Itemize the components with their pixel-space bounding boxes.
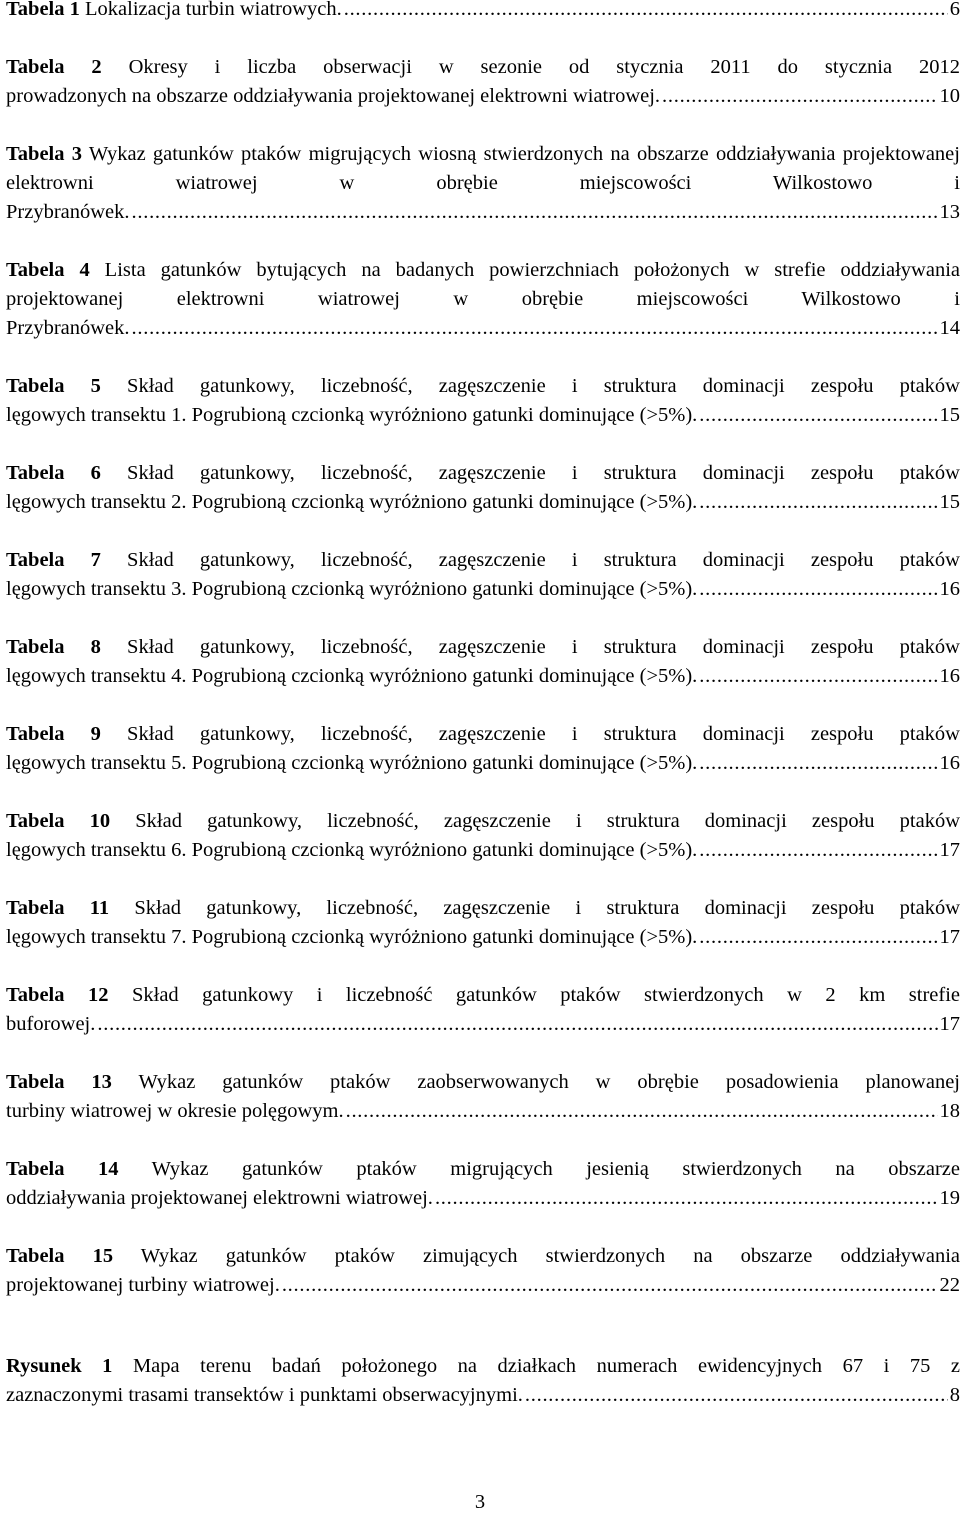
dotted-leader xyxy=(344,0,948,24)
entry-text-line: Wykaz gatunków ptaków migrujących jesienią stwierdzonych na obszarze xyxy=(151,1158,960,1180)
table-entry[interactable] xyxy=(6,140,960,227)
table-entry[interactable] xyxy=(6,633,960,691)
entry-text-line: oddziaływania projektowanej elektrowni wiatrowej w obrębie miejscowości Wilkostowo i xyxy=(6,259,960,310)
table-entry[interactable] xyxy=(6,807,960,865)
dotted-leader xyxy=(346,1097,938,1126)
entry-text-last-line: buforowej. xyxy=(6,1013,96,1035)
entry-text-line: Okresy i liczba obserwacji w sezonie od stycznia 2011 do stycznia 2012 xyxy=(128,56,960,78)
dotted-leader xyxy=(699,488,937,517)
table-entry[interactable] xyxy=(6,459,960,517)
entry-page-number: 10 xyxy=(939,85,960,107)
entry-text-last-line: oddziaływania projektowanej elektrowni wiatrowej. xyxy=(6,1187,433,1209)
entry-text-line: Skład gatunkowy, liczebność, zagęszczenie i struktura dominacji zespołu ptaków xyxy=(127,462,960,484)
entry-page-number: 19 xyxy=(939,1187,960,1209)
entry-label: Tabela 9 xyxy=(6,723,101,745)
entry-page-number: 17 xyxy=(939,839,960,861)
list-of-tables xyxy=(6,0,960,1439)
entry-page-number: 17 xyxy=(939,1013,960,1035)
entry-label: Tabela 1 xyxy=(6,0,80,20)
entry-page-number: 22 xyxy=(939,1274,960,1296)
entry-text-line: Wykaz gatunków ptaków zimujących stwierdzonych na obszarze oddziaływania xyxy=(140,1245,960,1267)
entry-page-number: 15 xyxy=(939,491,960,513)
entry-page-number: 6 xyxy=(949,0,960,20)
dotted-leader xyxy=(525,1381,948,1410)
entry-text-last-line: Przybranówek. xyxy=(6,317,130,339)
dotted-leader xyxy=(662,82,937,111)
entry-label: Rysunek 1 xyxy=(6,1355,113,1377)
table-entry[interactable] xyxy=(6,720,960,778)
entry-text-line: Skład gatunkowy, liczebność, zagęszczenie i struktura dominacji zespołu ptaków xyxy=(135,810,960,832)
entry-page-number: 18 xyxy=(939,1100,960,1122)
entry-label: Tabela 3 xyxy=(6,143,82,165)
dotted-leader xyxy=(699,749,937,778)
entry-text-line: Skład gatunkowy, liczebność, zagęszczenie i struktura dominacji zespołu ptaków xyxy=(127,636,960,658)
table-entry[interactable] xyxy=(6,546,960,604)
entry-label: Tabela 5 xyxy=(6,375,101,397)
entry-page-number: 8 xyxy=(949,1384,960,1406)
entry-text-last-line: Przybranówek. xyxy=(6,201,130,223)
entry-page-number: 14 xyxy=(939,317,960,339)
entry-label: Tabela 6 xyxy=(6,462,101,484)
entry-label: Tabela 7 xyxy=(6,549,101,571)
entry-text-last-line: Lokalizacja turbin wiatrowych. xyxy=(85,0,342,20)
entry-text-last-line: zaznaczonymi trasami transektów i punktami obserwacyjnymi. xyxy=(6,1384,523,1406)
table-entry[interactable] xyxy=(6,1155,960,1213)
entry-text-last-line: prowadzonych na obszarze oddziaływania projektowanej elektrowni wiatrowej. xyxy=(6,85,661,107)
entry-text-last-line: lęgowych transektu 3. Pogrubioną czcionką wyróżniono gatunki dominujące (>5%). xyxy=(6,578,698,600)
entry-text-line: Skład gatunkowy, liczebność, zagęszczenie i struktura dominacji zespołu ptaków xyxy=(127,375,960,397)
entry-text-last-line: turbiny wiatrowej w okresie polęgowym. xyxy=(6,1100,344,1122)
dotted-leader xyxy=(699,575,937,604)
dotted-leader xyxy=(699,923,937,952)
entry-text-line: Skład gatunkowy i liczebność gatunków ptaków stwierdzonych w 2 km strefie xyxy=(131,984,960,1006)
dotted-leader xyxy=(97,1010,937,1039)
entry-label: Tabela 13 xyxy=(6,1071,112,1093)
entry-page-number: 15 xyxy=(939,404,960,426)
entry-text-line: Mapa terenu badań położonego na działkach numerach ewidencyjnych 67 i 75 z xyxy=(132,1355,960,1377)
entry-text-last-line: lęgowych transektu 7. Pogrubioną czcionką wyróżniono gatunki dominujące (>5%). xyxy=(6,926,698,948)
entry-text-line: Skład gatunkowy, liczebność, zagęszczenie i struktura dominacji zespołu ptaków xyxy=(127,549,960,571)
entry-text-line: Lista gatunków bytujących na badanych powierzchniach położonych w strefie xyxy=(104,259,826,281)
entry-text-line: Skład gatunkowy, liczebność, zagęszczenie i struktura dominacji zespołu ptaków xyxy=(127,723,960,745)
entry-page-number: 16 xyxy=(939,665,960,687)
dotted-leader xyxy=(699,401,937,430)
dotted-leader xyxy=(699,662,937,691)
entry-label: Tabela 15 xyxy=(6,1245,114,1267)
entry-text-line: Wykaz gatunków ptaków zaobserwowanych w obrębie posadowienia planowanej xyxy=(138,1071,960,1093)
entry-text-last-line: lęgowych transektu 5. Pogrubioną czcionką wyróżniono gatunki dominujące (>5%). xyxy=(6,752,698,774)
entry-label: Tabela 14 xyxy=(6,1158,119,1180)
entry-text-line: Skład gatunkowy, liczebność, zagęszczenie i struktura dominacji zespołu ptaków xyxy=(134,897,960,919)
dotted-leader xyxy=(132,314,938,343)
table-entry[interactable] xyxy=(6,0,960,24)
entry-text-last-line: lęgowych transektu 6. Pogrubioną czcionką wyróżniono gatunki dominujące (>5%). xyxy=(6,839,698,861)
entry-label: Tabela 11 xyxy=(6,897,110,919)
table-entry[interactable] xyxy=(6,256,960,343)
entry-text-last-line: projektowanej turbiny wiatrowej. xyxy=(6,1274,280,1296)
entry-text-line: Wykaz gatunków ptaków migrujących wiosną stwierdzonych na obszarze xyxy=(88,143,709,165)
entry-label: Tabela 4 xyxy=(6,259,90,281)
table-entry[interactable] xyxy=(6,372,960,430)
entry-page-number: 16 xyxy=(939,752,960,774)
table-entry[interactable] xyxy=(6,894,960,952)
entry-page-number: 17 xyxy=(939,926,960,948)
entry-page-number: 16 xyxy=(939,578,960,600)
entry-text-last-line: lęgowych transektu 4. Pogrubioną czcionką wyróżniono gatunki dominujące (>5%). xyxy=(6,665,698,687)
entry-text-line: oddziaływania projektowanej elektrowni wiatrowej w obrębie miejscowości Wilkostowo i xyxy=(6,143,960,194)
table-entry[interactable] xyxy=(6,1242,960,1300)
dotted-leader xyxy=(435,1184,938,1213)
entry-label: Tabela 12 xyxy=(6,984,109,1006)
entry-page-number: 13 xyxy=(939,201,960,223)
dotted-leader xyxy=(282,1271,938,1300)
table-entry[interactable] xyxy=(6,53,960,111)
entry-text-last-line: lęgowych transektu 2. Pogrubioną czcionką wyróżniono gatunki dominujące (>5%). xyxy=(6,491,698,513)
entry-text-last-line: lęgowych transektu 1. Pogrubioną czcionką wyróżniono gatunki dominujące (>5%). xyxy=(6,404,698,426)
table-entry[interactable] xyxy=(6,981,960,1039)
page-number: 3 xyxy=(474,1491,486,1513)
dotted-leader xyxy=(699,836,937,865)
entry-label: Tabela 2 xyxy=(6,56,102,78)
entry-label: Tabela 10 xyxy=(6,810,111,832)
entry-label: Tabela 8 xyxy=(6,636,101,658)
table-entry[interactable] xyxy=(6,1068,960,1126)
figure-entry[interactable] xyxy=(6,1352,960,1410)
dotted-leader xyxy=(132,198,938,227)
